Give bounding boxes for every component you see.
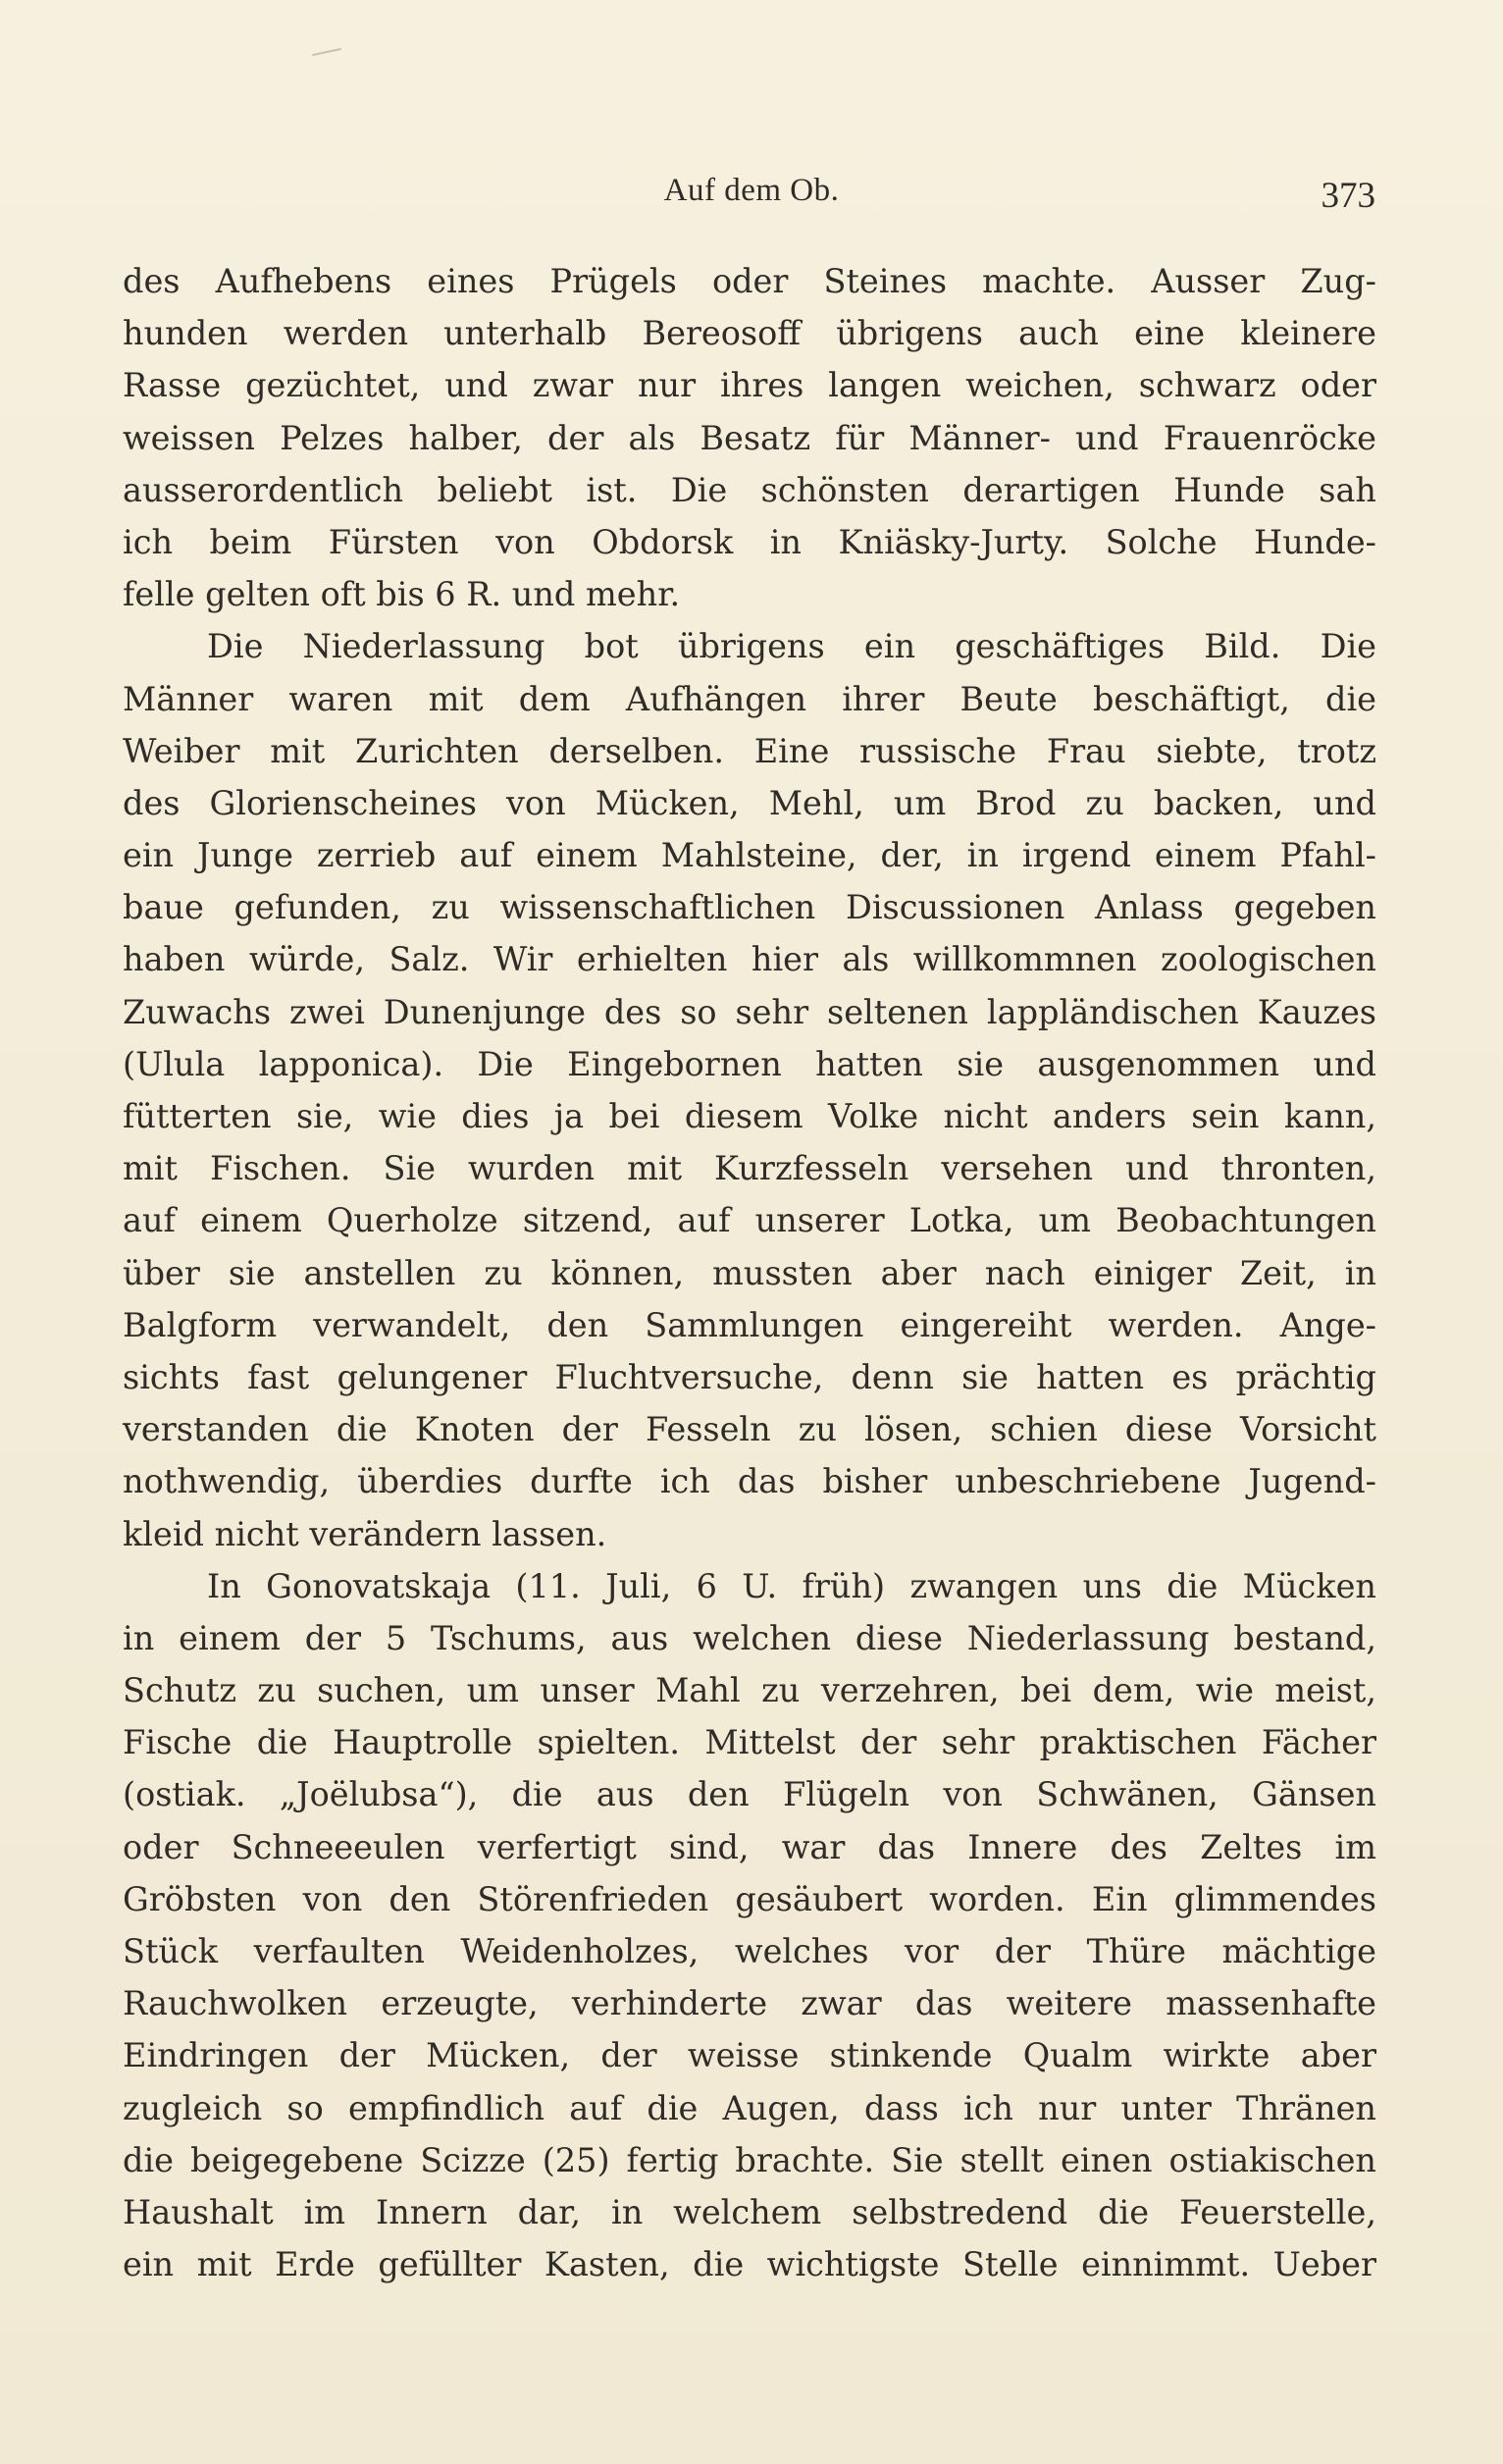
text-line: in einem der 5 Tschums, aus welchen diese Niederlassung bestand,	[123, 1618, 1376, 1657]
text-line: auf einem Querholze sitzend, auf unserer Lotka, um Beobachtungen	[123, 1201, 1376, 1240]
text-line: baue gefunden, zu wissenschaftlichen Discussionen Anlass gegeben	[123, 888, 1376, 927]
text-line: haben würde, Salz. Wir erhielten hier als willkommnen zoologischen	[123, 940, 1376, 979]
text-line: Eindringen der Mücken, der weisse stinkende Qualm wirkte aber	[123, 2036, 1376, 2075]
text-line: Balgform verwandelt, den Sammlungen eingereiht werden. Ange-	[123, 1305, 1376, 1344]
text-line: ein mit Erde gefüllter Kasten, die wichtigste Stelle einnimmt. Ueber	[123, 2245, 1376, 2284]
text-line: In Gonovatskaja (11. Juli, 6 U. früh) zwangen uns die Mücken	[207, 1566, 1376, 1605]
text-line: nothwendig, überdies durfte ich das bisher unbeschriebene Jugend-	[123, 1462, 1376, 1501]
text-line: ein Junge zerrieb auf einem Mahlsteine, der, in irgend einem Pfahl-	[123, 836, 1376, 875]
text-line: des Aufhebens eines Prügels oder Steines machte. Ausser Zug-	[123, 262, 1376, 300]
text-line: verstanden die Knoten der Fesseln zu lösen, schien diese Vorsicht	[123, 1410, 1376, 1449]
text-line: kleid nicht verändern lassen.	[123, 1514, 607, 1553]
text-line: Haushalt im Innern dar, in welchem selbstredend die Feuerstelle,	[123, 2192, 1376, 2231]
body-text	[123, 255, 1376, 2290]
running-header	[0, 165, 1503, 224]
text-line: Weiber mit Zurichten derselben. Eine russische Frau siebte, trotz	[123, 731, 1376, 770]
text-line: oder Schneeeulen verfertigt sind, war das Innere des Zeltes im	[123, 1827, 1376, 1866]
text-line: felle gelten oft bis 6 R. und mehr.	[123, 575, 681, 614]
text-line: zugleich so empfindlich auf die Augen, dass ich nur unter Thränen	[123, 2088, 1376, 2127]
text-line: Rasse gezüchtet, und zwar nur ihres langen weichen, schwarz oder	[123, 366, 1376, 405]
text-line: über sie anstellen zu können, mussten aber nach einiger Zeit, in	[123, 1253, 1376, 1292]
text-line: sichts fast gelungener Fluchtversuche, denn sie hatten es prächtig	[123, 1357, 1376, 1396]
text-line: hunden werden unterhalb Bereosoff übrigens auch eine kleinere	[123, 314, 1376, 353]
text-line: die beigegebene Scizze (25) fertig brachte. Sie stellt einen ostiakischen	[123, 2140, 1376, 2179]
text-line: Männer waren mit dem Aufhängen ihrer Beute beschäftigt, die	[123, 679, 1376, 718]
text-line: (ostiak. „Joëlubsa“), die aus den Flügeln von Schwänen, Gänsen	[123, 1775, 1376, 1814]
text-line: Fische die Hauptrolle spielten. Mittelst der sehr praktischen Fächer	[123, 1723, 1376, 1762]
text-line: des Glorienscheines von Mücken, Mehl, um Brod zu backen, und	[123, 783, 1376, 822]
text-line: Schutz zu suchen, um unser Mahl zu verzehren, bei dem, wie meist,	[123, 1671, 1376, 1710]
running-header-title: Auf dem Ob.	[663, 173, 840, 208]
text-line: Stück verfaulten Weidenholzes, welches vor der Thüre mächtige	[123, 1932, 1376, 1970]
stray-ink-mark	[312, 48, 341, 56]
text-line: Rauchwolken erzeugte, verhinderte zwar das weitere massenhafte	[123, 1984, 1376, 2023]
text-line: Zuwachs zwei Dunenjunge des so sehr seltenen lappländischen Kauzes	[123, 992, 1376, 1031]
text-line: Die Niederlassung bot übrigens ein geschäftiges Bild. Die	[207, 627, 1376, 666]
page-number: 373	[1321, 176, 1375, 216]
text-line: Gröbsten von den Störenfrieden gesäubert worden. Ein glimmendes	[123, 1879, 1376, 1918]
text-line: fütterten sie, wie dies ja bei diesem Volke nicht anders sein kann,	[123, 1097, 1376, 1135]
text-line: ich beim Fürsten von Obdorsk in Kniäsky-Jurty. Solche Hunde-	[123, 522, 1376, 561]
text-line: ausserordentlich beliebt ist. Die schönsten derartigen Hunde sah	[123, 470, 1376, 509]
text-line: weissen Pelzes halber, der als Besatz für Männer- und Frauenröcke	[123, 418, 1376, 457]
text-line: mit Fischen. Sie wurden mit Kurzfesseln versehen und thronten,	[123, 1149, 1376, 1188]
text-line: (Ulula lapponica). Die Eingebornen hatten sie ausgenommen und	[123, 1044, 1376, 1083]
